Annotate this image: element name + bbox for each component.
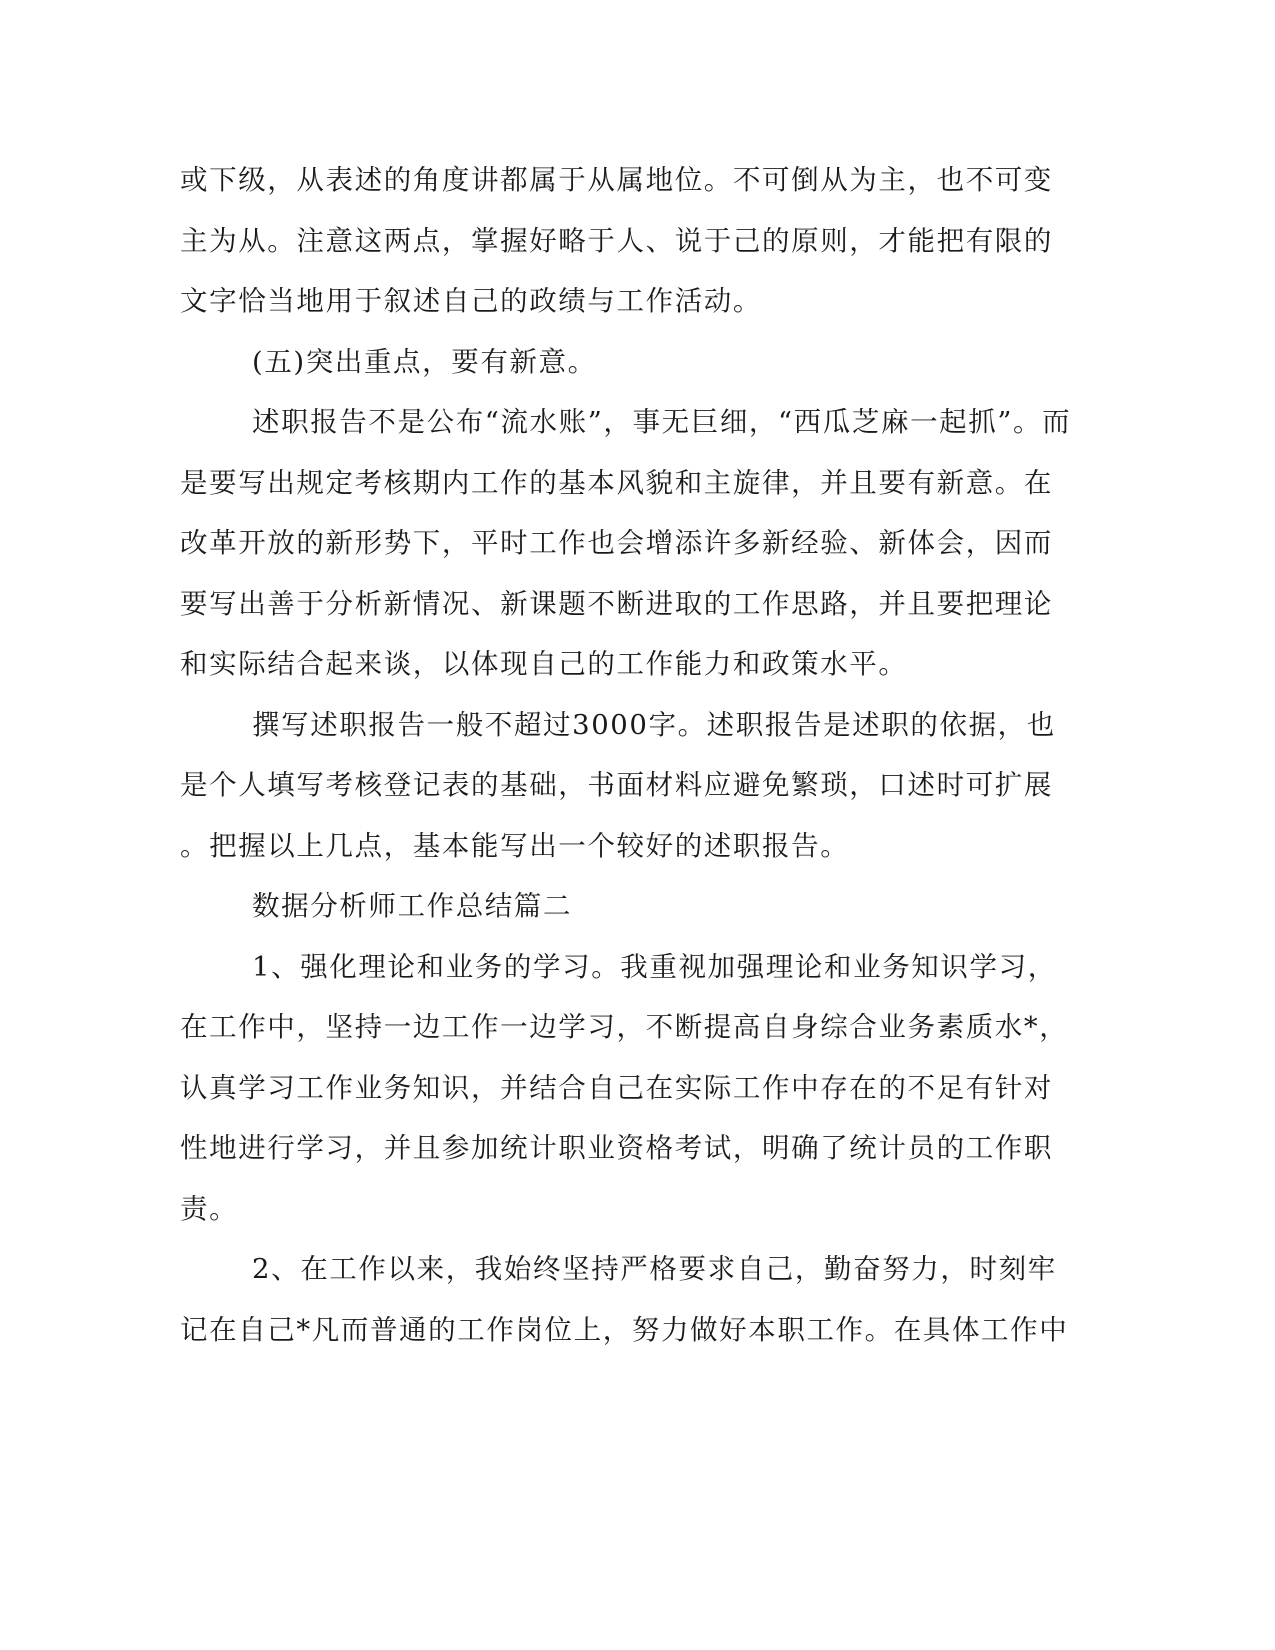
body-line: 记在自己*凡而普通的工作岗位上，努力做好本职工作。在具体工作中 — [180, 1313, 1069, 1346]
body-line: 和实际结合起来谈，以体现自己的工作能力和政策水平。 — [180, 648, 908, 680]
body-line: 性地进行学习，并且参加统计职业资格考试，明确了统计员的工作职 — [180, 1132, 1053, 1164]
body-line: 改革开放的新形势下，平时工作也会增添许多新经验、新体会，因而 — [180, 527, 1053, 559]
body-line: 认真学习工作业务知识，并结合自己在实际工作中存在的不足有针对 — [180, 1071, 1053, 1104]
body-line: 或下级，从表述的角度讲都属于从属地位。不可倒从为主，也不可变 — [180, 164, 1053, 196]
body-line: 主为从。注意这两点，掌握好略于人、说于己的原则，才能把有限的 — [180, 224, 1053, 257]
body-line: 撰写述职报告一般不超过3000字。述职报告是述职的依据，也 — [252, 708, 1056, 741]
body-line: 是要写出规定考核期内工作的基本风貌和主旋律，并且要有新意。在 — [180, 466, 1053, 499]
body-line: 在工作中，坚持一边工作一边学习，不断提高自身综合业务素质水*， — [180, 1011, 1069, 1043]
body-line: 2、在工作以来，我始终坚持严格要求自己，勤奋努力，时刻牢 — [252, 1253, 1057, 1285]
body-line: 文字恰当地用于叙述自己的政绩与工作活动。 — [180, 285, 762, 317]
document-body — [180, 150, 1072, 1360]
body-line: 责。 — [180, 1192, 239, 1225]
body-line: 要写出善于分析新情况、新课题不断进取的工作思路，并且要把理论 — [180, 587, 1053, 620]
section-heading: (五)突出重点，要有新意。 — [252, 345, 597, 378]
body-line: 是个人填写考核登记表的基础，书面材料应避免繁琐，口述时可扩展 — [180, 769, 1053, 801]
section-title: 数据分析师工作总结篇二 — [252, 890, 573, 922]
body-line: 。把握以上几点，基本能写出一个较好的述职报告。 — [180, 829, 850, 862]
body-line: 述职报告不是公布“流水账”，事无巨细，“西瓜芝麻一起抓”。而 — [252, 406, 1072, 438]
body-line: 1、强化理论和业务的学习。我重视加强理论和业务知识学习， — [252, 950, 1057, 983]
